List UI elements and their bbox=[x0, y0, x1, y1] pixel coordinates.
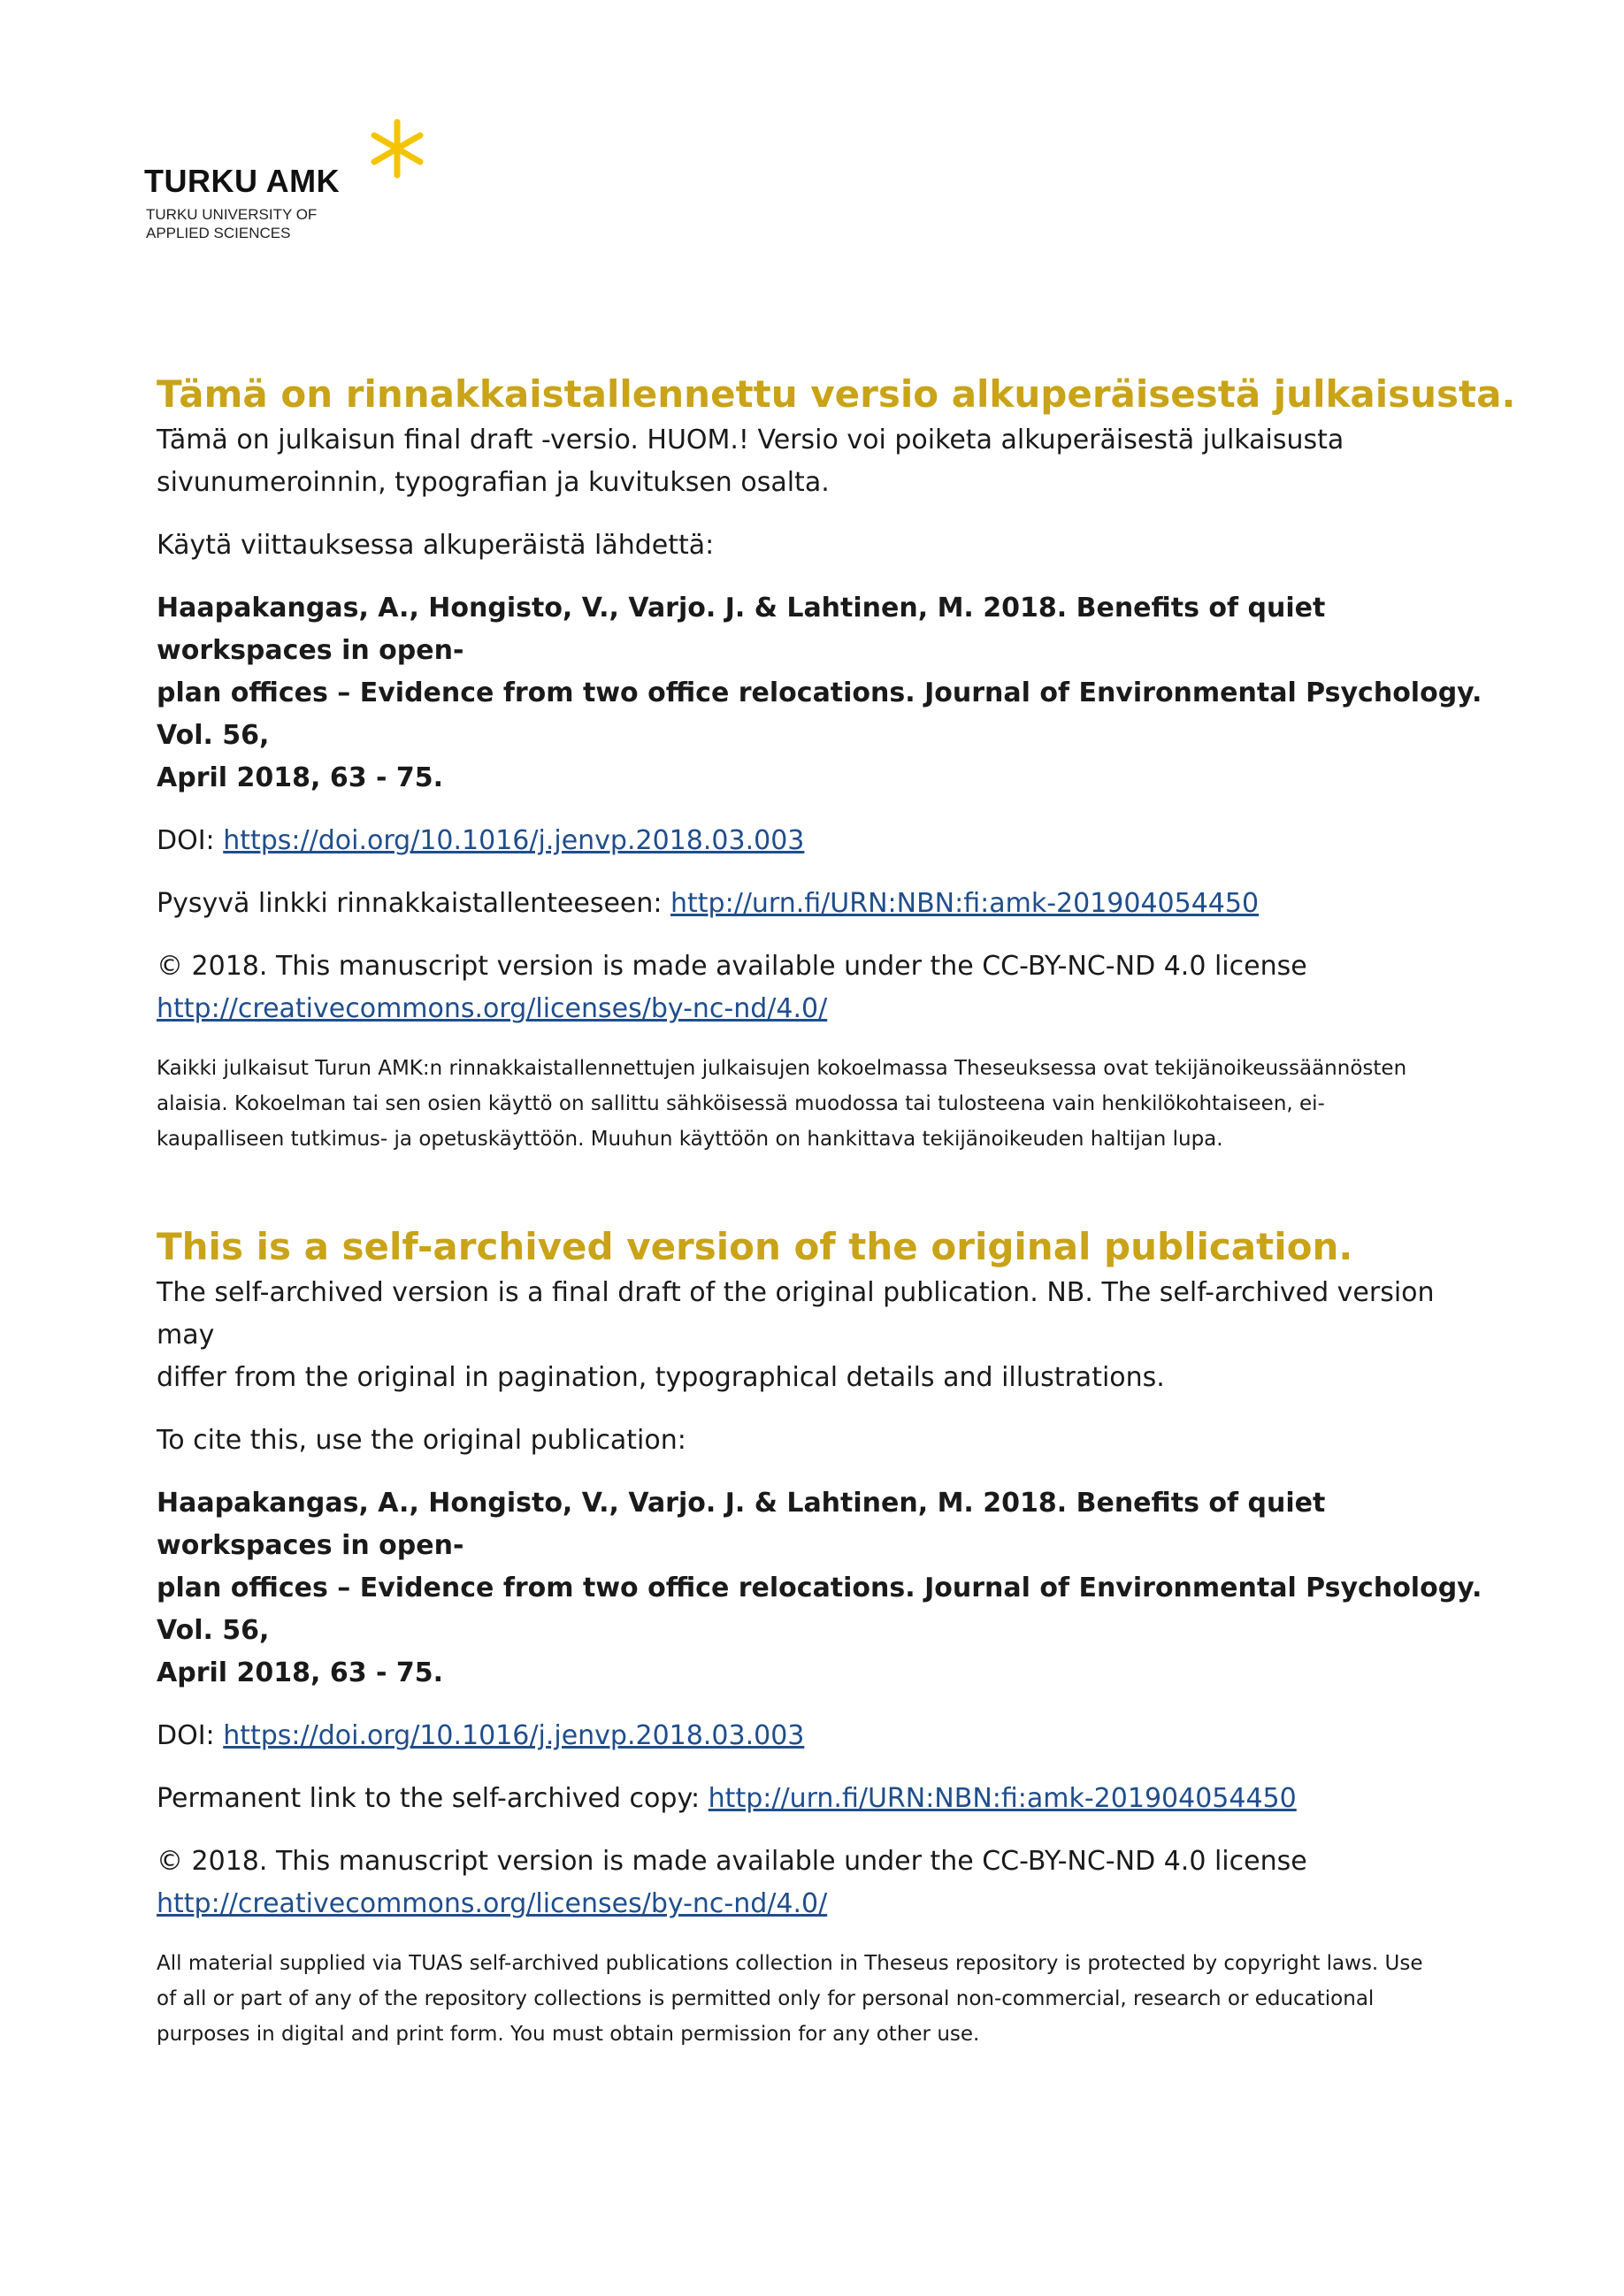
fi-notice-line-3: kaupalliseen tutkimus- ja opetuskäyttöön. Muuhun käyttöön on hankittava tekijänoikeuden haltijan lupa. bbox=[157, 1128, 1223, 1151]
fi-license-link-row bbox=[157, 988, 1483, 1030]
english-section bbox=[157, 1222, 1483, 2052]
en-permanent-link-label: Permanent link to the self-archived copy: bbox=[157, 1783, 709, 1814]
fi-cite-label: Käytä viittauksessa alkuperäistä lähdettä: bbox=[157, 530, 715, 561]
logo-subline-2: APPLIED SCIENCES bbox=[146, 225, 291, 241]
fi-permanent-link[interactable]: http://urn.fi/URN:NBN:fi:amk-201904054450 bbox=[670, 888, 1260, 919]
en-doi-row bbox=[157, 1715, 1483, 1757]
fi-citation-line-2: plan offices – Evidence from two office relocations. Journal of Environmental Psychology. Vol. 56, bbox=[157, 677, 1482, 751]
fi-license-link[interactable]: http://creativecommons.org/licenses/by-nc-nd/4.0/ bbox=[157, 993, 828, 1024]
fi-doi-link[interactable]: https://doi.org/10.1016/j.jenvp.2018.03.003 bbox=[223, 825, 805, 856]
finnish-section bbox=[157, 370, 1516, 1157]
turku-amk-logo bbox=[144, 117, 427, 249]
fi-citation-line-3: April 2018, 63 - 75. bbox=[157, 762, 444, 793]
logo-name: TURKU AMK bbox=[144, 163, 341, 199]
en-doi-link[interactable]: https://doi.org/10.1016/j.jenvp.2018.03.003 bbox=[223, 1720, 805, 1751]
en-license-link-row bbox=[157, 1883, 1483, 1925]
en-permanent-link-row bbox=[157, 1778, 1483, 1820]
en-notice-line-2: of all or part of any of the repository collections is permitted only for personal non-commercial, research or educational bbox=[157, 1987, 1375, 2010]
en-citation-line-1: Haapakangas, A., Hongisto, V., Varjo. J. & Lahtinen, M. 2018. Benefits of quiet workspaces in open- bbox=[157, 1488, 1326, 1561]
fi-license-text: © 2018. This manuscript version is made available under the CC-BY-NC-ND 4.0 license bbox=[157, 951, 1307, 982]
logo-subtitle bbox=[146, 205, 317, 242]
fi-doi-row bbox=[157, 820, 1483, 862]
fi-notice-line-2: alaisia. Kokoelman tai sen osien käyttö on sallittu sähköisessä muodossa tai tulosteena vain henkilökohtaiseen, ei- bbox=[157, 1092, 1325, 1115]
fi-permanent-link-row bbox=[157, 883, 1483, 925]
en-notice-line-1: All material supplied via TUAS self-archived publications collection in Theseus repository is protected by copyright laws. Use bbox=[157, 1952, 1423, 1975]
asterisk-star-icon bbox=[365, 117, 429, 180]
en-permanent-link[interactable]: http://urn.fi/URN:NBN:fi:amk-201904054450 bbox=[708, 1783, 1297, 1814]
fi-notice-line-1: Kaikki julkaisut Turun AMK:n rinnakkaistallennettujen julkaisujen kokoelmassa Theseuksessa ovat tekijänoikeussäännösten bbox=[157, 1057, 1407, 1080]
en-citation-line-2: plan offices – Evidence from two office relocations. Journal of Environmental Psychology. Vol. 56, bbox=[157, 1573, 1482, 1646]
en-notice-line-3: purposes in digital and print form. You must obtain permission for any other use. bbox=[157, 2023, 980, 2046]
fi-intro-line-1: Tämä on julkaisun final draft -versio. HUOM.! Versio voi poiketa alkuperäisestä julkaisusta bbox=[157, 425, 1344, 455]
en-license-link[interactable]: http://creativecommons.org/licenses/by-nc-nd/4.0/ bbox=[157, 1888, 828, 1919]
en-intro-line-2: differ from the original in pagination, typographical details and illustrations. bbox=[157, 1362, 1165, 1393]
en-doi-label: DOI: bbox=[157, 1720, 224, 1751]
fi-citation-line-1: Haapakangas, A., Hongisto, V., Varjo. J. & Lahtinen, M. 2018. Benefits of quiet workspaces in open- bbox=[157, 593, 1326, 666]
fi-intro-line-2: sivunumeroinnin, typografian ja kuvituksen osalta. bbox=[157, 467, 830, 498]
fi-doi-label: DOI: bbox=[157, 825, 224, 856]
fi-heading: Tämä on rinnakkaistallennettu versio alkuperäisestä julkaisusta. bbox=[157, 372, 1516, 416]
fi-permanent-link-label: Pysyvä linkki rinnakkaistallenteeseen: bbox=[157, 888, 671, 919]
en-intro-line-1: The self-archived version is a final draft of the original publication. NB. The self-archived version may bbox=[157, 1277, 1435, 1351]
en-license-text: © 2018. This manuscript version is made available under the CC-BY-NC-ND 4.0 license bbox=[157, 1846, 1307, 1877]
en-citation-line-3: April 2018, 63 - 75. bbox=[157, 1657, 444, 1688]
en-cite-label: To cite this, use the original publication: bbox=[157, 1425, 686, 1456]
en-heading: This is a self-archived version of the original publication. bbox=[157, 1225, 1353, 1268]
logo-subline-1: TURKU UNIVERSITY OF bbox=[146, 206, 318, 223]
